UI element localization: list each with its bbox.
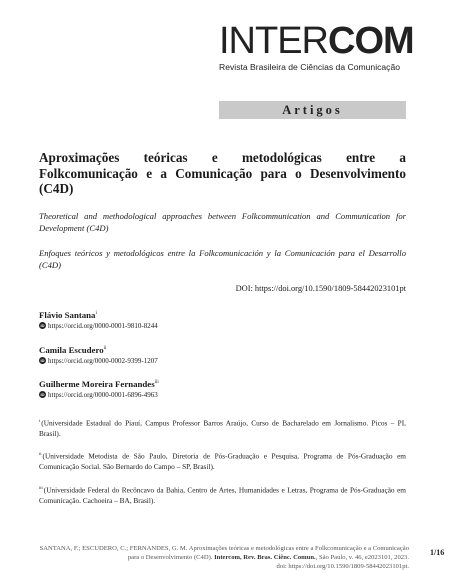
logo-thin: INTER [219,20,328,62]
logo-wordmark [219,20,414,62]
footer-doi[interactable]: doi: https://doi.org/10.1590/1809-58442023101pt. [276,563,409,570]
orcid-icon: iD [40,392,45,398]
page-number: 1/16 [430,548,445,557]
author-name: Flávio Santana$^i$ [39,309,97,320]
author-block [39,343,158,366]
orcid-link[interactable]: iD https://orcid.org/0000-0001-6896-4963 [40,390,158,399]
logo-bold: COM [328,20,414,62]
author-block [39,308,158,331]
article-title [39,150,406,197]
citation-footer: SANTANA, F.; ESCUDERO, C.; FERNANDES, G. M. Aproximações teóricas e metodológicas entre a Folkcomunicação e a Comunicação para o Desenvolvimento (C4D). Intercom, Rev. Bras. Ciênc. Comun., São Paulo, v. 46, e2023101, 2023. doi: https://doi.org/10.1590/1809-58442023101pt. [39,545,409,570]
author-name: Camila Escudero$^{ii}$ [39,344,107,355]
article-title-line1: Aproximações teóricas e metodológicas entre a [39,150,406,165]
article-title-rest: Folkcomunicação e a Comunicação para o Desenvolvimento (C4D) [39,165,406,196]
journal-logo [219,20,414,72]
orcid-icon: iD [40,323,45,329]
author-block [39,377,159,400]
title-english: Theoretical and methodological approaches between Folkcommunication and Communication for Development (C4D) [39,211,406,233]
section-label: Artigos [219,101,406,119]
affiliation: $^{iii}$(Universidade Federal do Recôncavo da Bahia, Centro de Artes, Humanidades e Letras, Programa de Pós-Graduação em Comunicação. Cachoeira – BA, Brasil). [39,485,406,505]
orcid-link[interactable]: iD https://orcid.org/0000-0002-9399-1207 [40,356,158,365]
title-spanish: Enfoques teóricos y metodológicos entre la Folkcomunicación y la Comunicación para el Desarrollo (C4D) [39,248,406,270]
affiliation: $^i$(Universidade Estadual do Piauí, Campus Professor Barros Araújo, Curso de Bacharelado em Jornalismo. Picos – PI, Brasil). [39,418,406,438]
affiliation: $^{ii}$(Universidade Metodista de São Paulo, Diretoria de Pós-Graduação e Pesquisa, Programa de Pós-Graduação em Comunicação Social. São Bernardo do Campo – SP, Brasil). [39,451,406,471]
journal-subtitle: Revista Brasileira de Ciências da Comunicação [219,62,401,72]
orcid-link[interactable]: iD https://orcid.org/0000-0001-9810-8244 [40,321,158,330]
author-name: Guilherme Moreira Fernandes$^{iii}$ [39,378,159,389]
orcid-icon: iD [40,358,45,364]
doi-link[interactable]: DOI: https://doi.org/10.1590/1809-58442023101pt [235,284,406,293]
